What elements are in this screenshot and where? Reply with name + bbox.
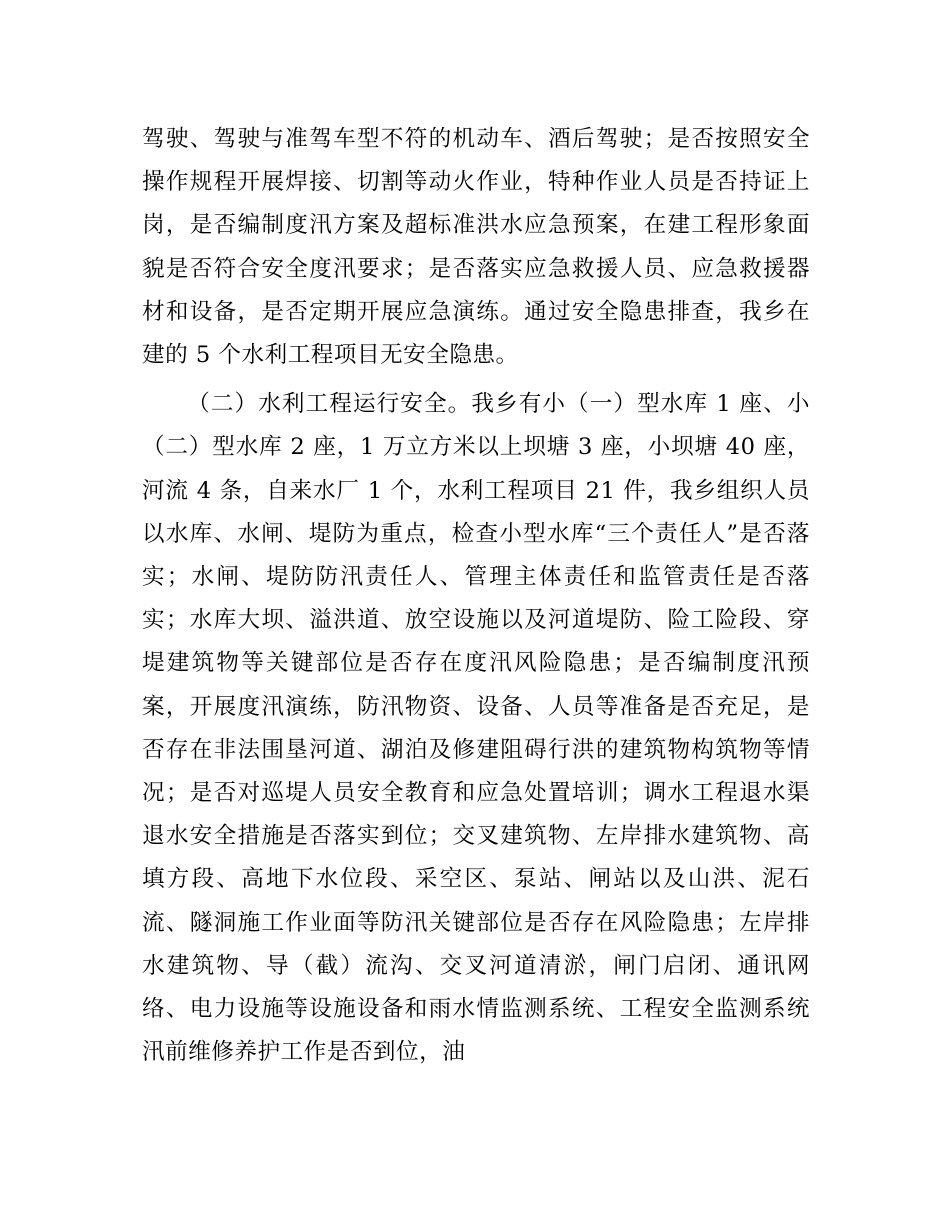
document-body: [142, 118, 810, 1074]
paragraph-water-project-operation-safety: （二）水利工程运行安全。我乡有小（一）型水库 1 座、小（二）型水库 2 座，1 万立方米以上坝塘 3 座，小坝塘 40 座，河流 4 条，自来水厂 1 个，水利工程项目 21 件，我乡组织人员以水库、水闸、堤防为重点，检查小型水库“三个责任人”是否落实；水闸、堤防防汛责任人、管理主体责任和监管责任是否落实；水库大坝、溢洪道、放空设施以及河道堤防、险工险段、穿堤建筑物等关键部位是否存在度汛风险隐患；是否编制度汛预案，开展度汛演练，防汛物资、设备、人员等准备是否充足，是否存在非法围垦河道、湖泊及修建阻碍行洪的建筑物构筑物等情况；是否对巡堤人员安全教育和应急处置培训；调水工程退水渠退水安全措施是否落实到位；交叉建筑物、左岸排水建筑物、高填方段、高地下水位段、采空区、泵站、闸站以及山洪、泥石流、隧洞施工作业面等防汛关键部位是否存在风险隐患；左岸排水建筑物、导（截）流沟、交叉河道清淤，闸门启闭、通讯网络、电力设施等设施设备和雨水情监测系统、工程安全监测系统汛前维修养护工作是否到位，油: [142, 391, 810, 1066]
paragraph-construction-safety-check: 驾驶、驾驶与准驾车型不符的机动车、酒后驾驶；是否按照安全操作规程开展焊接、切割等动火作业，特种作业人员是否持证上岗，是否编制度汛方案及超标准洪水应急预案，在建工程形象面貌是否符合安全度汛要求；是否落实应急救援人员、应急救援器材和设备，是否定期开展应急演练。通过安全隐患排查，我乡在建的 5 个水利工程项目无安全隐患。: [142, 126, 810, 369]
